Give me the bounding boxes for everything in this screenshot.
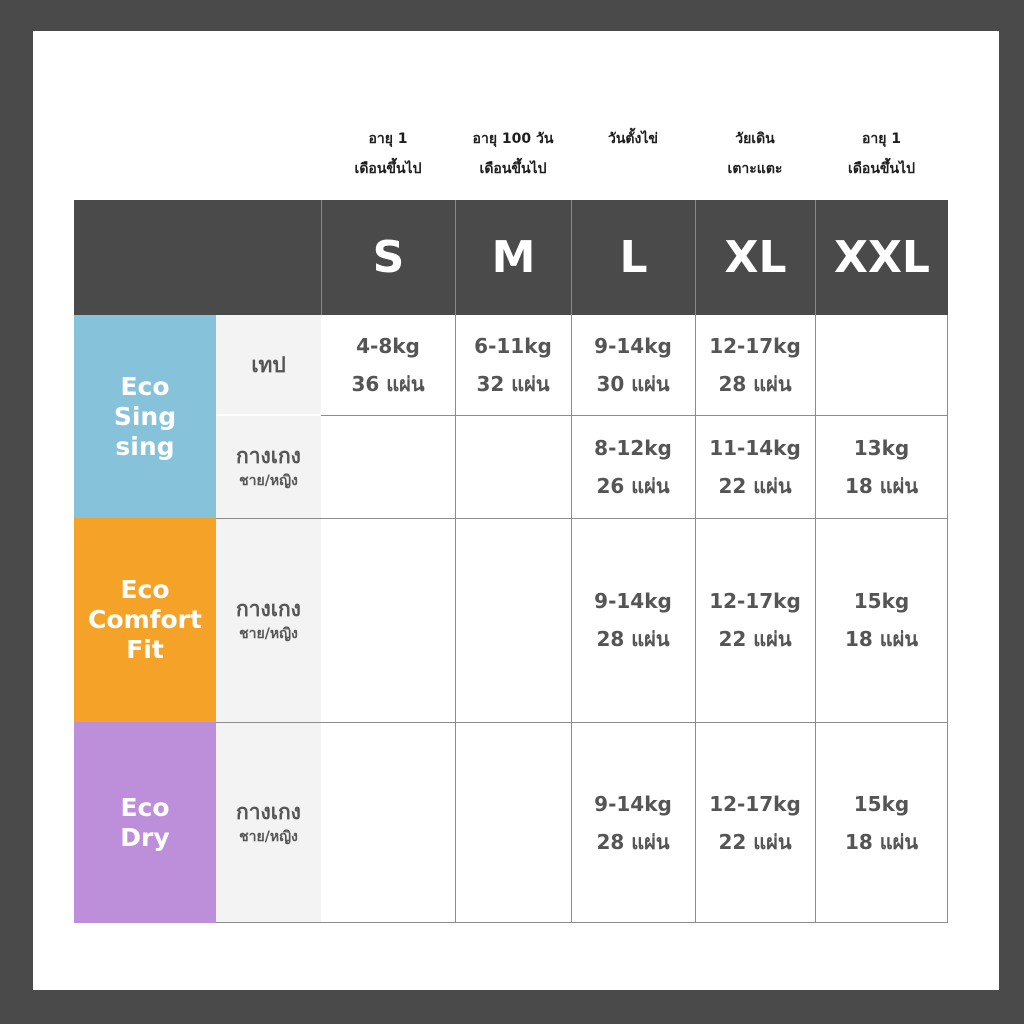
- size-cell-pants1-xl: [695, 416, 815, 518]
- age-label-line2: เดือนขึ้นไป: [479, 161, 547, 177]
- size-header-s: S: [321, 200, 455, 315]
- age-label-line2: เตาะแตะ: [727, 161, 783, 177]
- age-label-line1: วันตั้งไข่: [608, 131, 658, 147]
- piece-count: 28 แผ่น: [718, 372, 792, 396]
- brand-name-line: sing: [115, 431, 175, 461]
- size-cell-pants3-m: [455, 722, 571, 923]
- piece-count: 32 แผ่น: [476, 372, 550, 396]
- brand-name-line: Fit: [126, 635, 164, 664]
- size-cell-pants2-l: [571, 518, 695, 722]
- size-cell-tape-s: [321, 315, 455, 415]
- piece-count: 22 แผ่น: [718, 474, 792, 498]
- weight-range: 15kg: [853, 791, 910, 816]
- type-pants-comfort-fit: [216, 518, 321, 722]
- brand-name-line: Eco: [120, 792, 170, 822]
- age-label-line1: วัยเดิน: [735, 131, 775, 147]
- weight-range: 12-17kg: [709, 589, 801, 613]
- weight-range: 9-14kg: [594, 791, 672, 816]
- age-label-xxl: [815, 124, 948, 188]
- age-label-line1: อายุ 1: [861, 131, 902, 147]
- brand-eco-comfort-fit: [74, 518, 216, 722]
- size-header-m: M: [455, 200, 571, 315]
- type-label: กางเกง: [236, 597, 301, 621]
- weight-range: 13kg: [853, 436, 910, 460]
- weight-range: 4-8kg: [356, 334, 420, 358]
- piece-count: 26 แผ่น: [596, 474, 670, 498]
- type-tape: [216, 315, 321, 415]
- size-cell-tape-xl: [695, 315, 815, 415]
- size-cell-pants1-s: [321, 416, 455, 518]
- piece-count: 28 แผ่น: [596, 829, 670, 854]
- piece-count: 22 แผ่น: [718, 627, 792, 651]
- weight-range: 15kg: [853, 589, 910, 613]
- type-pants-sing-sing: [216, 416, 321, 518]
- weight-range: 9-14kg: [594, 334, 672, 358]
- size-cell-tape-l: [571, 315, 695, 415]
- size-cell-pants3-s: [321, 722, 455, 923]
- type-label: กางเกง: [236, 444, 301, 468]
- size-cell-pants2-m: [455, 518, 571, 722]
- age-label-line1: อายุ 100 วัน: [472, 131, 554, 147]
- size-cell-pants3-xl: [695, 722, 815, 923]
- brand-name-line: Sing: [113, 401, 177, 431]
- type-sublabel: ชาย/หญิง: [239, 828, 298, 845]
- age-label-line2: เดือนขึ้นไป: [848, 161, 915, 177]
- weight-range: 11-14kg: [709, 436, 801, 460]
- piece-count: 36 แผ่น: [351, 372, 425, 396]
- size-cell-pants3-l: [571, 722, 695, 923]
- piece-count: 18 แผ่น: [844, 829, 919, 854]
- size-header-xl: XL: [695, 200, 815, 315]
- size-cell-tape-m: [455, 315, 571, 415]
- size-cell-pants2-s: [321, 518, 455, 722]
- brand-name-line: Dry: [120, 822, 170, 852]
- weight-range: 6-11kg: [474, 334, 552, 358]
- type-sublabel: ชาย/หญิง: [239, 626, 298, 642]
- type-pants-dry: [216, 722, 321, 923]
- piece-count: 18 แผ่น: [844, 627, 919, 651]
- piece-count: 18 แผ่น: [844, 474, 919, 498]
- brand-name-line: Comfort: [88, 605, 202, 634]
- brand-eco-dry: [74, 722, 216, 923]
- size-cell-pants3-xxl: [815, 722, 948, 923]
- brand-name-line: Eco: [120, 575, 170, 604]
- size-cell-pants1-xxl: [815, 416, 948, 518]
- age-label-m: [455, 124, 571, 188]
- size-cell-pants1-l: [571, 416, 695, 518]
- type-label: เทป: [251, 353, 286, 377]
- piece-count: 22 แผ่น: [718, 829, 792, 854]
- age-label-s: [321, 124, 455, 188]
- size-cell-tape-xxl: [815, 315, 948, 415]
- size-cell-pants1-m: [455, 416, 571, 518]
- age-label-xl: [695, 124, 815, 188]
- brand-eco-sing-sing: [74, 315, 216, 518]
- age-label-line2: เดือนขึ้นไป: [354, 161, 422, 177]
- piece-count: 28 แผ่น: [596, 627, 670, 651]
- age-label-l: [571, 124, 695, 188]
- weight-range: 12-17kg: [709, 334, 801, 358]
- size-cell-pants2-xxl: [815, 518, 948, 722]
- type-label: กางเกง: [236, 799, 301, 824]
- piece-count: 30 แผ่น: [596, 372, 670, 396]
- age-label-line1: อายุ 1: [368, 131, 408, 147]
- size-cell-pants2-xl: [695, 518, 815, 722]
- weight-range: 9-14kg: [594, 589, 672, 613]
- type-sublabel: ชาย/หญิง: [239, 473, 298, 489]
- weight-range: 8-12kg: [594, 436, 672, 460]
- brand-name-line: Eco: [120, 371, 170, 401]
- size-header-l: L: [571, 200, 695, 315]
- weight-range: 12-17kg: [709, 791, 801, 816]
- size-header-xxl: XXL: [815, 200, 948, 315]
